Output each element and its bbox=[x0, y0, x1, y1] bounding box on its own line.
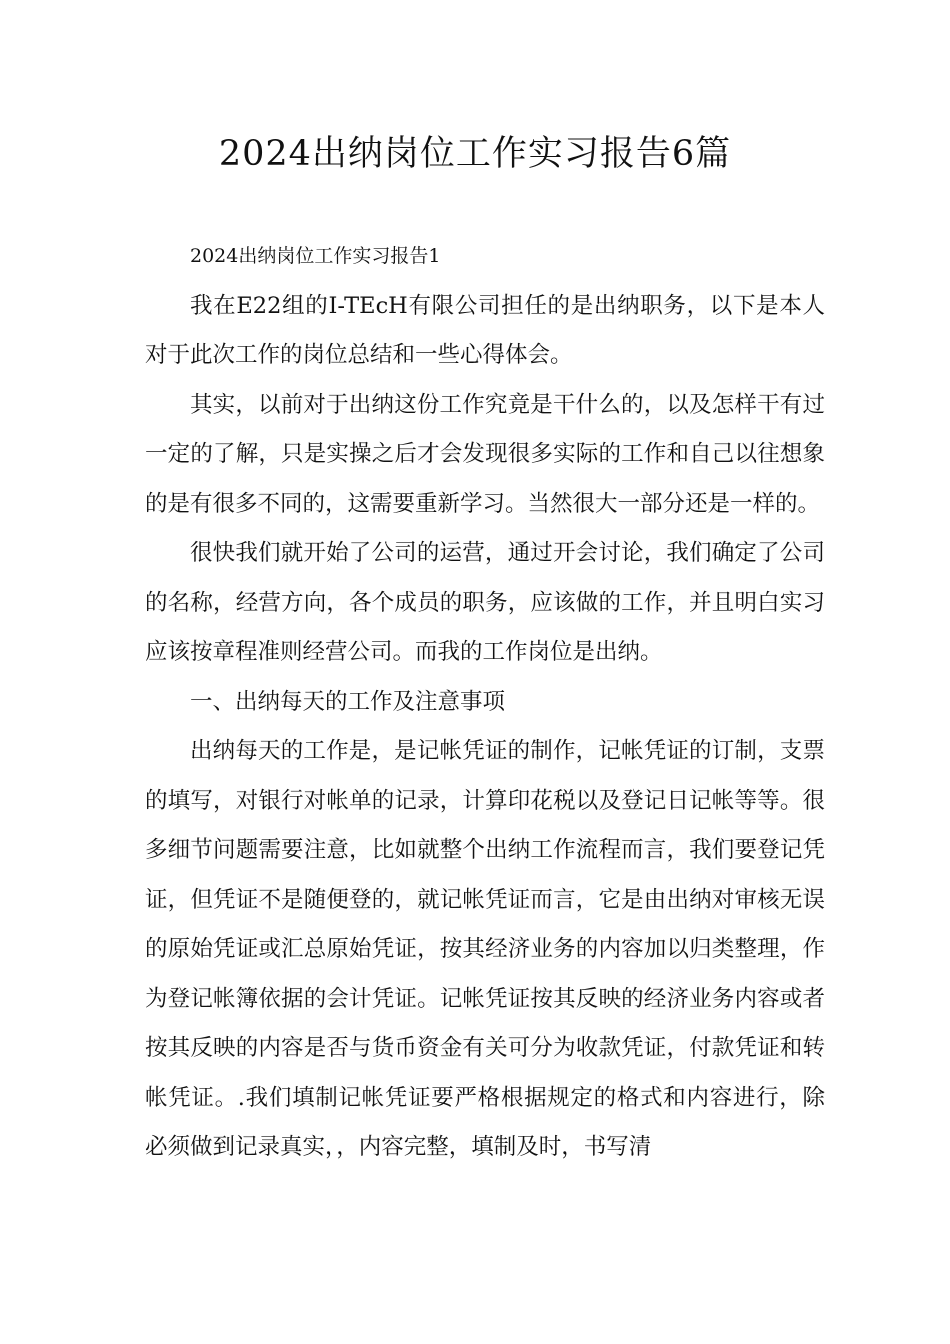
paragraph-intro: 我在E22组的I-TEcH有限公司担任的是出纳职务，以下是本人对于此次工作的岗位总结和一些心得体会。 bbox=[145, 292, 825, 368]
section-heading-daily-work: 一、出纳每天的工作及注意事项 bbox=[190, 688, 506, 715]
section-subtitle: 2024出纳岗位工作实习报告1 bbox=[190, 245, 441, 267]
paragraph-daily-work: 出纳每天的工作是，是记帐凭证的制作，记帐凭证的订制，支票的填写，对银行对帐单的记录，计算印花税以及登记日记帐等等。很多细节问题需要注意，比如就整个出纳工作流程而言，我们要登记凭证，但凭证不是随便登的，就记帐凭证而言，它是由出纳对审核无误的原始凭证或汇总原始凭证，按其经济业务的内容加以归类整理，作为登记帐簿依据的会计凭证。记帐凭证按其反映的经济业务内容或者按其反映的内容是否与货币资金有关可分为收款凭证，付款凭证和转帐凭证。.我们填制记帐凭证要严格根据规定的格式和内容进行，除必须做到记录真实，，内容完整，填制及时，书写清 bbox=[145, 738, 825, 1160]
paragraph-understanding: 其实，以前对于出纳这份工作究竟是干什么的，以及怎样干有过一定的了解，只是实操之后才会发现很多实际的工作和自己以往想象的是有很多不同的，这需要重新学习。当然很大一部分还是一样的。 bbox=[145, 391, 825, 517]
document-title: 2024出纳岗位工作实习报告6篇 bbox=[218, 134, 732, 174]
document-body bbox=[145, 232, 825, 1173]
paragraph-company-operation: 很快我们就开始了公司的运营，通过开会讨论，我们确定了公司的名称，经营方向，各个成员的职务，应该做的工作，并且明白实习应该按章程准则经营公司。而我的工作岗位是出纳。 bbox=[145, 540, 825, 665]
